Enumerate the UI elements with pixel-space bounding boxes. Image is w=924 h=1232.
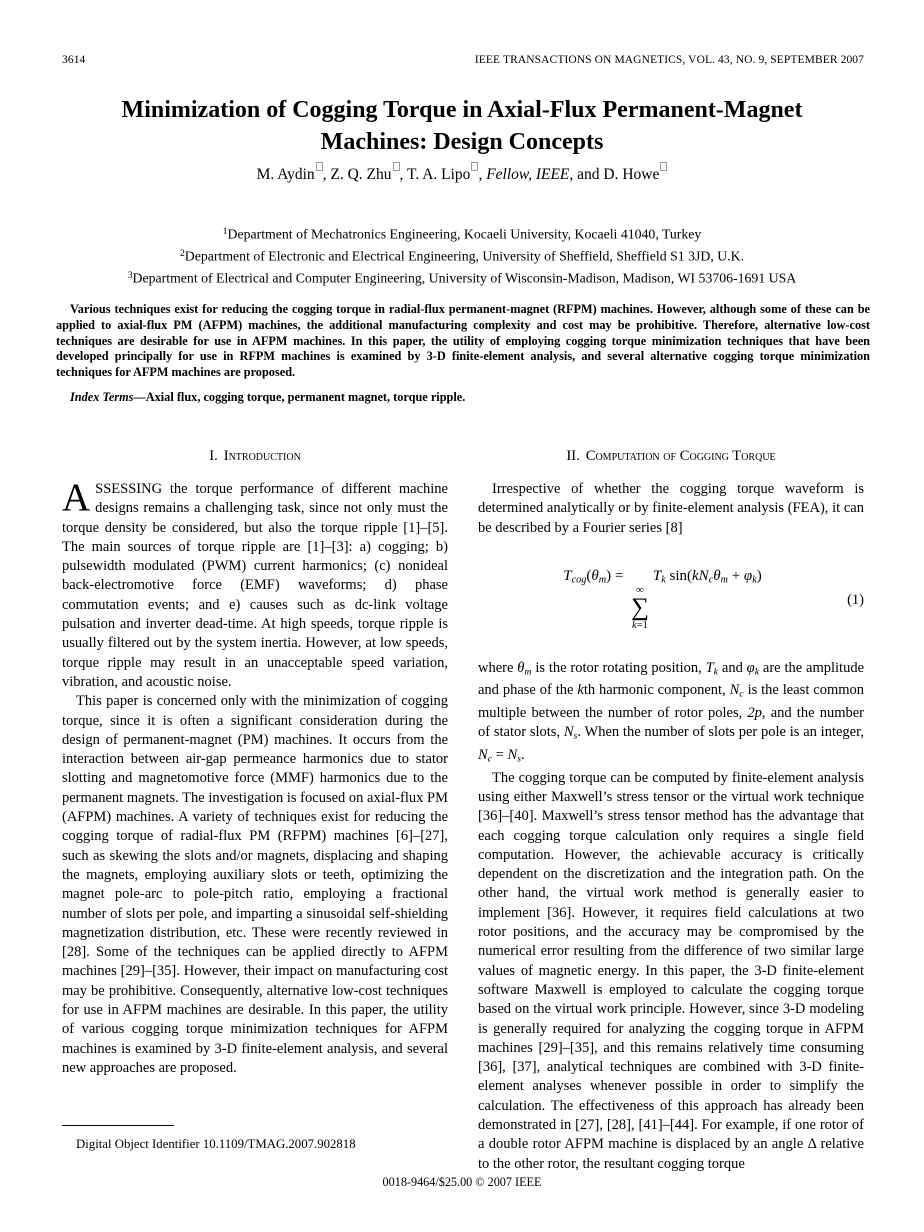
- sum-upper-limit: ∞: [636, 584, 644, 597]
- section-title: Computation of Cogging Torque: [585, 448, 776, 464]
- intro-paragraph-1: [62, 476, 448, 692]
- paper-title: [40, 94, 884, 158]
- two-column-body: [62, 448, 864, 1174]
- equation-body: [478, 568, 847, 633]
- sum-lower-limit: k=1: [632, 620, 648, 632]
- affiliation-line: $^3$Department of Electrical and Computer Engineering, University of Wisconsin-Madison, Madison, WI 53706-1691 USA: [127, 269, 797, 286]
- copyright-line: 0018-9464/$25.00 © 2007 IEEE: [382, 1175, 542, 1189]
- left-column: [62, 448, 448, 1174]
- computation-paragraph-1: Irrespective of whether the cogging torque waveform is determined analytically or by finite-element analysis (FEA), it can be described by a Fourier series [8]: [478, 481, 864, 536]
- doi-text: Digital Object Identifier 10.1109/TMAG.2007.902818: [76, 1137, 356, 1151]
- affiliation-line: $^1$Department of Mechatronics Engineering, Kocaeli University, Kocaeli 41040, Turkey: [222, 226, 702, 242]
- affiliation-line: $^2$Department of Electronic and Electrical Engineering, University of Sheffield, Sheffield S1 3JD, U.K.: [179, 247, 745, 264]
- equation-1: [478, 568, 864, 633]
- paper-title-line1: Minimization of Cogging Torque in Axial-Flux Permanent-Magnet: [121, 97, 803, 123]
- section-number: I.: [209, 448, 218, 464]
- intro-paragraph-1-text: SSESSING the torque performance of different machine designs remains a challenging task, since not only must the torque density be considered, but also the torque ripple [1]–[5]. The main sources of torque ripple are [1]–[3]: a) cogging; b) pulsewidth modulated (PWM) current harmonics; (c) nonideal back-electromotive force (EMF) waveforms; d) phase commutation events; and e) causes such as dc-link voltage pulsation and inverter dead-time. At high speeds, torque ripple is usually filtered out by the system inertia. However, at low speeds, torque ripple may result in an unacceptable speed variation, vibration, and acoustic noise.: [62, 481, 448, 690]
- intro-paragraph-2: This paper is concerned only with the minimization of cogging torque, since it is often a significant consideration during the design of permanent-magnet (PM) machines. It occurs from the interaction between air-gap permeance harmonics due to stator slotting and magnetomotive force (MMF) harmonics due to the permanent magnets. The investigation is focused on axial-flux PM (AFPM) machines. A variety of techniques exist for reducing the cogging torque of radial-flux PM (RFPM) machines [6]–[27], such as skewing the slots and/or magnets, displacing and shaping the magnets, employing auxiliary slots or teeth, optimizing the magnet pole-arc to pole-pitch ratio, employing a fractional number of slots per pole, and imparting a sinusoidal self-shielding magnetization distribution, etc. These were recently reviewed in [28]. Some of the techniques can be applied directly to AFPM machines [29]–[35]. However, their impact on manufacturing cost may be prohibitive. Consequently, alternative low-cost techniques for use in AFPM machines are desirable. In this paper, the utility of various cogging torque minimization techniques for AFPM machines is examined by 3-D finite-element analysis, and several new approaches are proposed.: [62, 693, 448, 1076]
- section-heading-introduction: [62, 448, 448, 465]
- affiliations: [0, 222, 924, 288]
- equation-number: (1): [847, 591, 864, 608]
- author-line: M. Aydin , Z. Q. Zhu , T. A. Lipo , Fellow, IEEE, and D. Howe: [0, 162, 924, 184]
- section-heading-computation: [478, 448, 864, 465]
- summation-symbol: [631, 585, 649, 632]
- sigma-glyph: ∑: [631, 594, 649, 622]
- doi-footnote: [62, 1125, 448, 1152]
- index-terms: Index Terms—Axial flux, cogging torque, permanent magnet, torque ripple.: [70, 390, 466, 404]
- drop-cap: A: [62, 476, 91, 519]
- equation-rhs: $T_k$ $\sin(kN_c\theta_m + \varphi_k)$: [652, 567, 762, 586]
- computation-paragraph-2: where $\theta_m$ is the rotor rotating position, $T_k$ and $\varphi_k$ are the amplitude and phase of the kth harmonic component, $N_c$ is the least common multiple between the number of rotor poles, 2p, and the number of stator slots, $N_s$. When the number of slots per pole is an integer, $N_c = N_s$.: [478, 659, 865, 765]
- section-title: Introduction: [223, 448, 301, 464]
- right-column: [478, 448, 864, 1174]
- page-number: 3614: [62, 54, 86, 66]
- equation-lhs: $T_{cog}(\theta_m)$ =: [563, 567, 628, 586]
- running-header: [62, 54, 864, 66]
- paper-title-line2: Machines: Design Concepts: [320, 129, 604, 155]
- journal-title: IEEE TRANSACTIONS ON MAGNETICS, VOL. 43, NO. 9, SEPTEMBER 2007: [474, 54, 864, 66]
- computation-paragraph-3: The cogging torque can be computed by finite-element analysis using either Maxwell’s stress tensor or the virtual work technique [36]–[40]. Maxwell’s stress tensor method has the advantage that each cogging torque calculation only requires a single field computation. However, the achievable accuracy is critically dependent on the discretization and the integration path. On the other hand, the virtual work method is generally easier to implement [36]. However, it requires field calculations at two rotor positions, and the accuracy may be compromised by the numerical error resulting from the difference of two similar large values of magnetic energy. In this paper, the 3-D finite-element software Maxwell is employed to calculate the cogging torque based on the virtual work principle. However, since 3-D modeling is generally required for analyzing the cogging torque in AFPM machines [29]–[35], and this remains relatively time consuming [36], [37], analytical techniques are combined with 3-D finite-element analyses whenever possible in order to simplify the calculation. The effectiveness of this approach has already been demonstrated in [27], [28], [41]–[44]. For example, if one rotor of a double rotor AFPM machine is displaced by an angle Δ relative to the other rotor, the resultant cogging torque: [478, 769, 864, 1172]
- section-number: II.: [566, 448, 580, 464]
- footnote-rule: [62, 1125, 174, 1126]
- abstract-paragraph: Various techniques exist for reducing the cogging torque in radial-flux permanent-magnet (RFPM) machines. However, although some of these can be applied to axial-flux PM (AFPM) machines, the additional manufacturing complexity and cost may be prohibitive. Therefore, alternative low-cost techniques are desirable for use in AFPM machines. In this paper, the utility of employing cogging torque minimization techniques that have been developed principally for use in RFPM machines is examined by 3-D finite-element analysis, and several alternative cogging torque minimization techniques for AFPM machines are proposed.: [56, 302, 870, 380]
